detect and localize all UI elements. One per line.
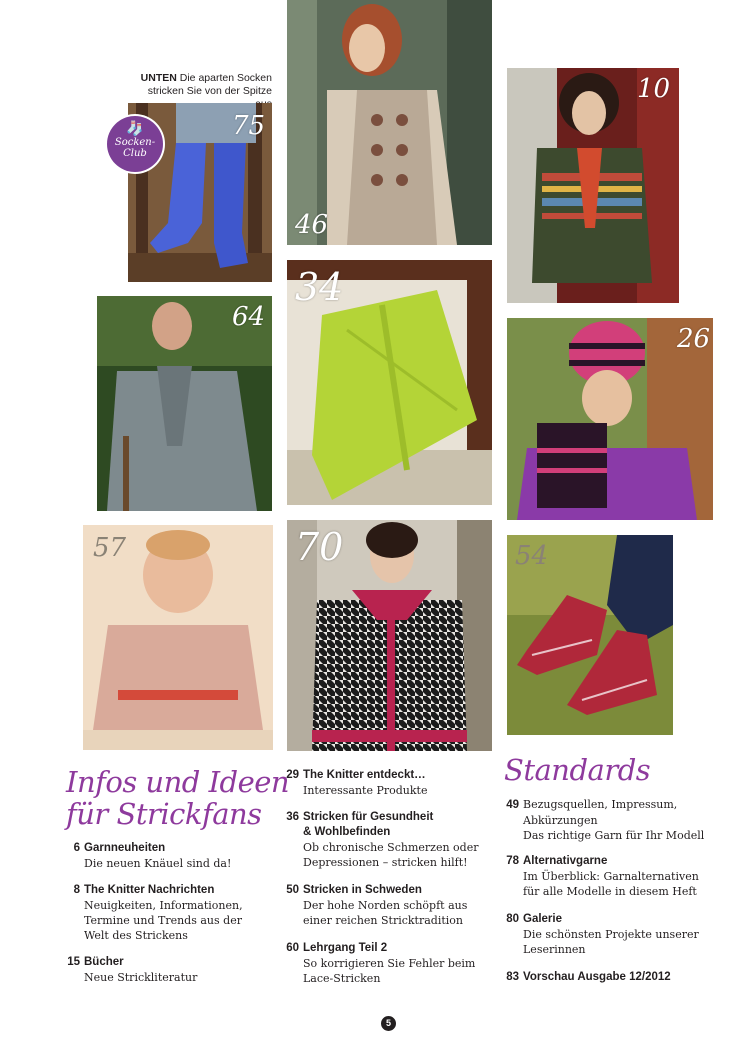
toc-entry-schweden[interactable]: 50 Stricken in Schweden Der hohe Norden schöpft aus einer reichen Stricktradition xyxy=(286,884,468,927)
photo-man-cardigan[interactable] xyxy=(97,296,272,511)
toc-entry-entdeckt[interactable]: 29 The Knitter entdeckt… Interessante Produkte xyxy=(286,769,428,797)
photo-woman-cardigan[interactable] xyxy=(507,68,679,303)
photo-woman-hat[interactable] xyxy=(507,318,713,520)
page-ref-socks-blue: 75 xyxy=(232,111,266,141)
sock-icon: 🧦 xyxy=(126,121,144,137)
page-number: 5 xyxy=(381,1016,396,1031)
photo-woman-vest[interactable] xyxy=(287,0,492,245)
photo-baby-sweater[interactable] xyxy=(83,525,273,750)
page-ref-man-cardigan: 64 xyxy=(232,302,266,332)
toc-entry-gesundheit[interactable]: 36 Stricken für Gesundheit & Wohlbefinden Ob chronische Schmerzen oder Depressionen – stricken hilft! xyxy=(286,811,479,869)
toc-entry-bezugsquellen[interactable]: 49 Bezugsquellen, Impressum, Abkürzungen Das richtige Garn für Ihr Modell xyxy=(506,798,705,842)
toc-entry-alternativgarne[interactable]: 78 Alternativgarne Im Überblick: Garnalternativen für alle Modelle in diesem Heft xyxy=(506,855,699,898)
toc-entry-buecher[interactable]: 15 Bücher Neue Strickliteratur xyxy=(67,956,198,984)
page-ref-houndstooth-jacket: 70 xyxy=(295,525,344,569)
toc-entry-garnneuheiten[interactable]: 6 Garnneuheiten Die neuen Knäuel sind da! xyxy=(73,842,232,870)
photo-houndstooth-jacket[interactable] xyxy=(287,520,492,751)
page-ref-woman-vest: 46 xyxy=(295,210,329,240)
page-ref-green-cushion: 34 xyxy=(295,265,344,309)
page-ref-baby-sweater: 57 xyxy=(93,533,127,563)
page-ref-red-socks: 54 xyxy=(515,541,549,571)
caption-lead: UNTEN xyxy=(140,72,177,84)
toc-entry-nachrichten[interactable]: 8 The Knitter Nachrichten Neuigkeiten, Informationen, Termine und Trends aus der Welt des Strickens xyxy=(73,884,243,942)
toc-entry-vorschau[interactable]: 83 Vorschau Ausgabe 12/2012 xyxy=(506,971,671,983)
toc-entry-galerie[interactable]: 80 Galerie Die schönsten Projekte unserer Leserinnen xyxy=(506,913,699,956)
sockenclub-badge: 🧦 Socken- Club xyxy=(107,116,163,172)
toc-entry-lehrgang[interactable]: 60 Lehrgang Teil 2 So korrigieren Sie Fehler beim Lace-Stricken xyxy=(286,942,476,985)
section-title-infos: Infos und Ideen für Strickfans xyxy=(66,765,290,831)
page-ref-woman-cardigan: 10 xyxy=(637,74,671,104)
section-title-standards: Standards xyxy=(504,753,651,787)
photo-red-socks[interactable] xyxy=(507,535,673,735)
caption-text: Die aparten Socken stricken Sie von der Spitze xyxy=(147,72,272,97)
page-ref-woman-hat: 26 xyxy=(677,324,711,354)
photo-green-cushion[interactable] xyxy=(287,260,492,505)
